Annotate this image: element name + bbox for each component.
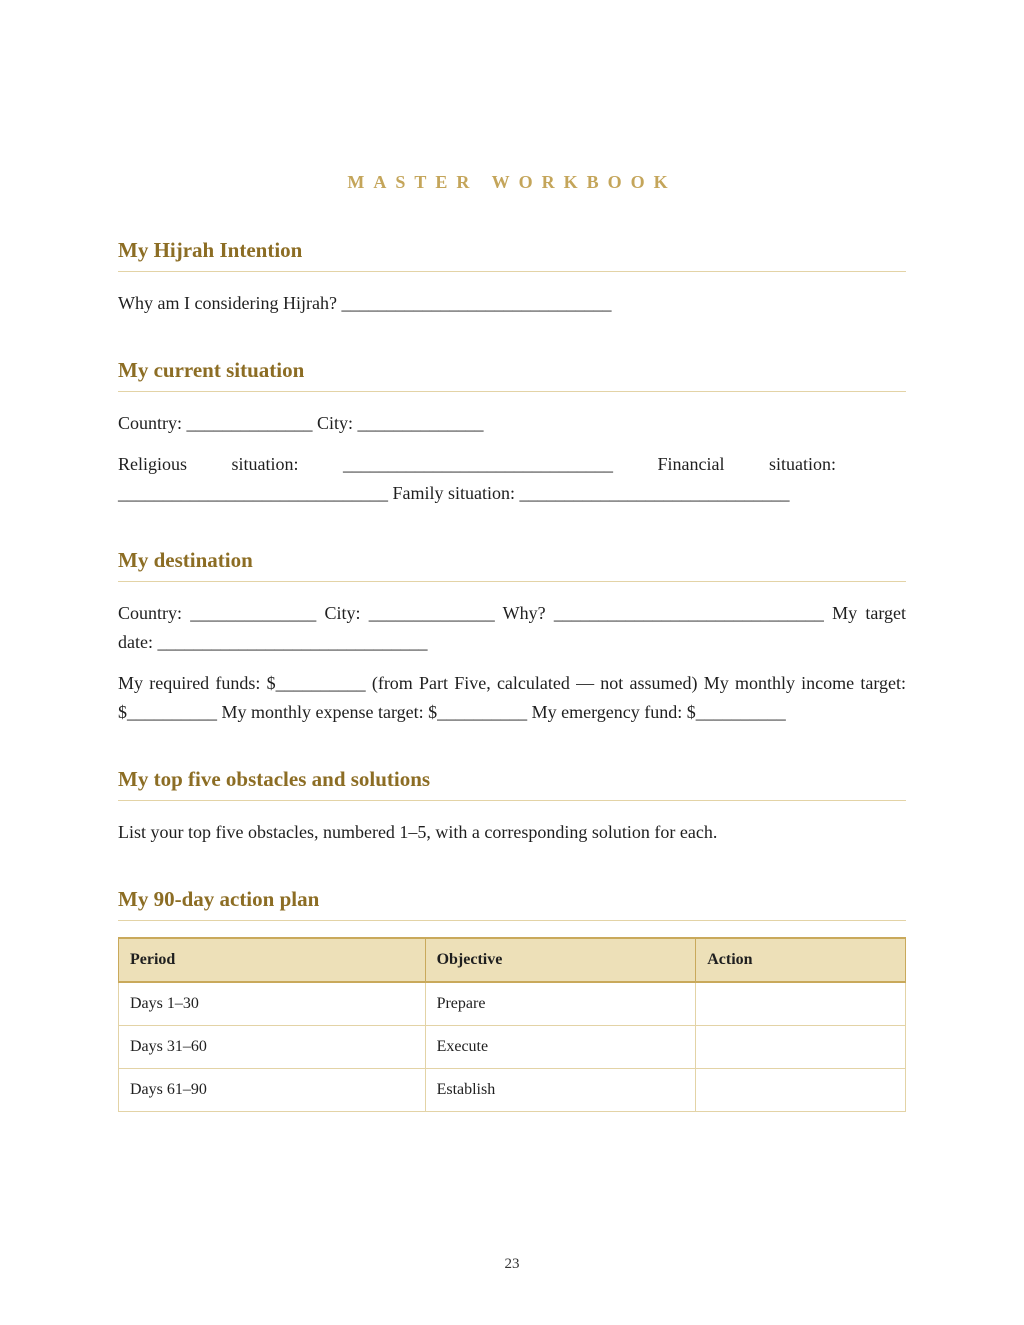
financial-blank[interactable]: ______________________________ [118, 483, 388, 503]
religious-blank[interactable]: ______________________________ [343, 454, 614, 474]
table-header-row [119, 938, 906, 982]
emergency-blank[interactable]: __________ [695, 702, 786, 722]
emergency-label: My emergency fund: $ [531, 702, 696, 722]
section-title: My destination [118, 547, 906, 582]
column-header-objective: Objective [425, 938, 696, 982]
section-action-plan [118, 886, 906, 921]
destination-line [118, 599, 906, 657]
period-cell: Days 61–90 [119, 1069, 426, 1112]
column-header-action: Action [696, 938, 906, 982]
family-blank[interactable]: ______________________________ [519, 483, 790, 503]
country-blank[interactable]: ______________ [186, 413, 313, 433]
objective-cell: Prepare [425, 982, 696, 1026]
section-hijrah-intention [118, 237, 906, 318]
financial-label: Financial situation: [657, 454, 836, 474]
action-cell[interactable] [696, 1026, 906, 1069]
section-destination [118, 547, 906, 727]
section-title: My top five obstacles and solutions [118, 766, 906, 801]
target-date-label: My target date: [118, 603, 906, 652]
action-cell[interactable] [696, 1069, 906, 1112]
obstacles-instruction: List your top five obstacles, numbered 1–5, with a corresponding solution for each. [118, 822, 718, 842]
city-label: City: [317, 413, 354, 433]
dest-city-label: City: [324, 603, 361, 623]
situation-line [118, 450, 906, 508]
income-blank[interactable]: __________ [127, 702, 217, 722]
objective-cell: Establish [425, 1069, 696, 1112]
expense-blank[interactable]: __________ [437, 702, 528, 722]
section-current-situation [118, 357, 906, 508]
running-header: MASTER WORKBOOK [347, 172, 677, 192]
dest-city-blank[interactable]: ______________ [368, 603, 495, 623]
city-blank[interactable]: ______________ [357, 413, 484, 433]
table-row [119, 982, 906, 1026]
page-number: 23 [504, 1256, 520, 1272]
location-line [118, 409, 906, 438]
funds-label: My required funds: $ [118, 673, 276, 693]
workbook-page [118, 0, 906, 1325]
intention-prompt [118, 289, 906, 318]
period-cell: Days 1–30 [119, 982, 426, 1026]
country-label: Country: [118, 413, 183, 433]
table-row [119, 1069, 906, 1112]
dest-why-blank[interactable]: ______________________________ [553, 603, 824, 623]
section-title: My Hijrah Intention [118, 237, 906, 272]
dest-country-blank[interactable]: ______________ [190, 603, 317, 623]
objective-cell: Execute [425, 1026, 696, 1069]
action-cell[interactable] [696, 982, 906, 1026]
section-obstacles [118, 766, 906, 847]
funds-line [118, 669, 906, 727]
funds-note: (from Part Five, calculated — not assumed) [371, 673, 698, 693]
dest-why-label: Why? [502, 603, 546, 623]
religious-label: Religious situation: [118, 454, 299, 474]
why-blank[interactable]: ______________________________ [341, 293, 612, 313]
section-title: My current situation [118, 357, 906, 392]
column-header-period: Period [119, 938, 426, 982]
target-date-blank[interactable]: ______________________________ [157, 632, 428, 652]
why-label: Why am I considering Hijrah? [118, 293, 337, 313]
funds-blank[interactable]: __________ [275, 673, 366, 693]
dest-country-label: Country: [118, 603, 183, 623]
expense-label: My monthly expense target: $ [221, 702, 438, 722]
section-title: My 90-day action plan [118, 886, 906, 921]
family-label: Family situation: [392, 483, 516, 503]
period-cell: Days 31–60 [119, 1026, 426, 1069]
table-row [119, 1026, 906, 1069]
action-plan-table [118, 937, 906, 1112]
income-label: My monthly income target: $ [118, 673, 907, 722]
